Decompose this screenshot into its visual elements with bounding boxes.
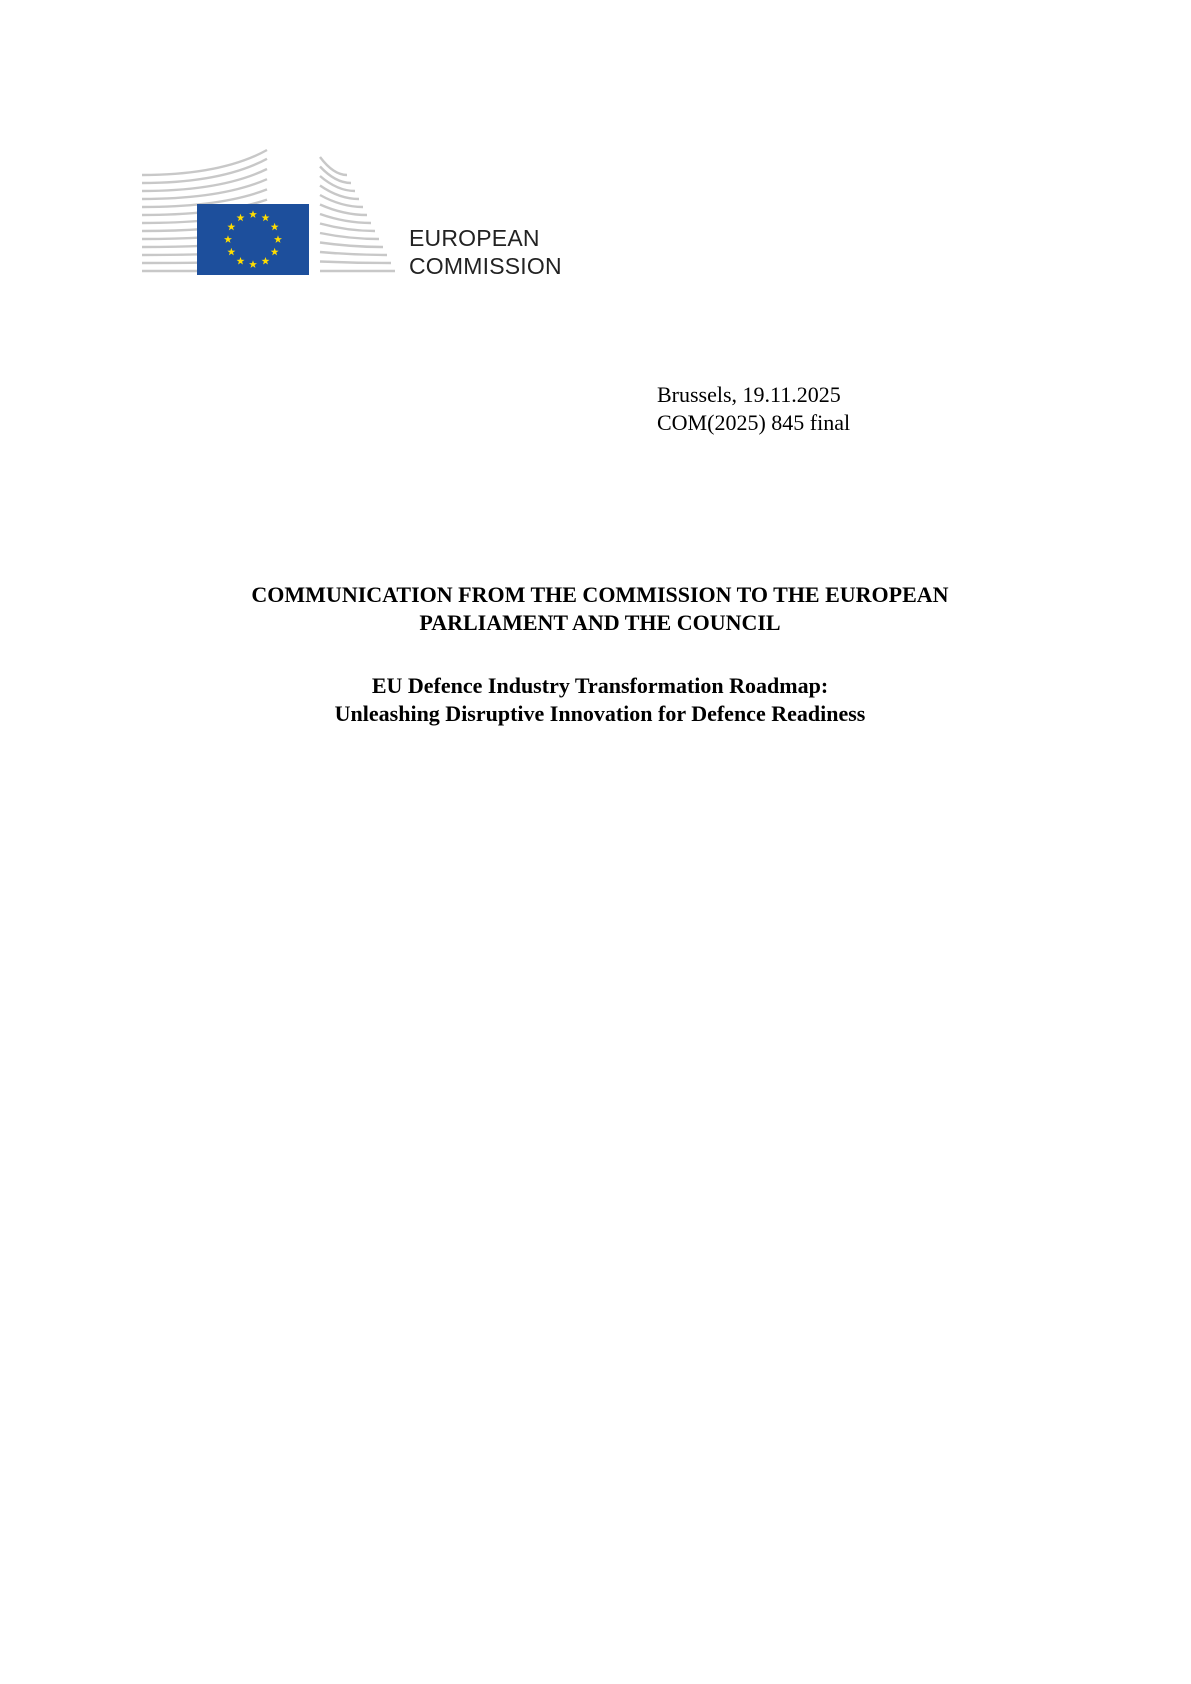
building-line — [320, 233, 379, 239]
logo-text — [409, 224, 562, 280]
place-date: Brussels, 19.11.2025 — [657, 382, 841, 407]
building-line — [320, 243, 383, 248]
logo-graphic — [142, 148, 402, 278]
document-number: COM(2025) 845 final — [657, 410, 851, 435]
building-line — [320, 157, 347, 175]
building-right-wing — [320, 157, 395, 271]
building-line — [320, 262, 391, 264]
document-type-line2: PARLIAMENT AND THE COUNCIL — [419, 610, 781, 635]
building-line — [142, 150, 267, 175]
building-line — [320, 252, 387, 255]
document-title-line1: EU Defence Industry Transformation Roadmap: — [371, 673, 829, 698]
document-title — [150, 672, 1050, 728]
building-line — [142, 169, 267, 191]
document-title-line2: Unleashing Disruptive Innovation for Defence Readiness — [334, 701, 866, 726]
document-type-line1: COMMUNICATION FROM THE COMMISSION TO THE EUROPEAN — [251, 582, 949, 607]
building-line — [320, 224, 375, 232]
logo-text-line2: COMMISSION — [409, 253, 562, 279]
european-commission-logo — [142, 148, 562, 278]
document-reference — [657, 381, 850, 437]
logo-text-line1: EUROPEAN — [409, 225, 540, 251]
document-type — [150, 581, 1050, 637]
